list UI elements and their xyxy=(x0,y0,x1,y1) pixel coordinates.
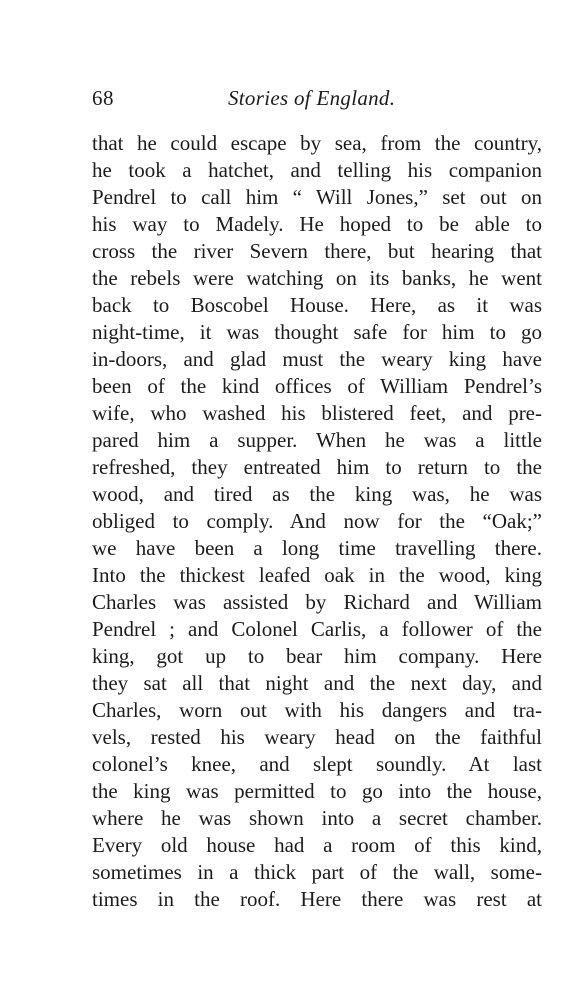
text-line: vels, rested his weary head on the faithful xyxy=(92,725,542,749)
text-line: that he could escape by sea, from the country, xyxy=(92,131,542,155)
text-line: he took a hatchet, and telling his companion xyxy=(92,158,542,182)
text-line: pared him a supper. When he was a little xyxy=(92,428,542,452)
text-line: the rebels were watching on its banks, he went xyxy=(92,266,542,290)
text-line: the king was permitted to go into the house, xyxy=(92,779,542,803)
text-line: Into the thickest leafed oak in the wood, king xyxy=(92,563,542,587)
text-line: king, got up to bear him company. Here xyxy=(92,644,542,668)
text-line: Pendrel ; and Colonel Carlis, a follower of the xyxy=(92,617,542,641)
text-line: they sat all that night and the next day, and xyxy=(92,671,542,695)
text-line: Every old house had a room of this kind, xyxy=(92,833,542,857)
text-line: colonel’s knee, and slept soundly. At last xyxy=(92,752,542,776)
running-head xyxy=(92,86,542,116)
text-line: been of the kind offices of William Pendrel’s xyxy=(92,374,542,398)
text-line: night-time, it was thought safe for him to go xyxy=(92,320,542,344)
body-text xyxy=(92,130,542,913)
text-line: times in the roof. Here there was rest at xyxy=(92,887,542,911)
text-line: his way to Madely. He hoped to be able to xyxy=(92,212,542,236)
text-line: wood, and tired as the king was, he was xyxy=(92,482,542,506)
text-line: in-doors, and glad must the weary king have xyxy=(92,347,542,371)
text-line: refreshed, they entreated him to return to the xyxy=(92,455,542,479)
text-line: back to Boscobel House. Here, as it was xyxy=(92,293,542,317)
running-title: Stories of England. xyxy=(228,86,396,110)
text-line: obliged to comply. And now for the “Oak;” xyxy=(92,509,542,533)
text-line: where he was shown into a secret chamber. xyxy=(92,806,542,830)
page-number: 68 xyxy=(92,86,114,110)
text-line: wife, who washed his blistered feet, and pre- xyxy=(92,401,542,425)
text-line: sometimes in a thick part of the wall, some- xyxy=(92,860,542,884)
text-line: Charles, worn out with his dangers and tra- xyxy=(92,698,542,722)
text-line: we have been a long time travelling there. xyxy=(92,536,542,560)
text-line: Charles was assisted by Richard and William xyxy=(92,590,542,614)
text-line: cross the river Severn there, but hearing that xyxy=(92,239,542,263)
text-line: Pendrel to call him “ Will Jones,” set out on xyxy=(92,185,542,209)
